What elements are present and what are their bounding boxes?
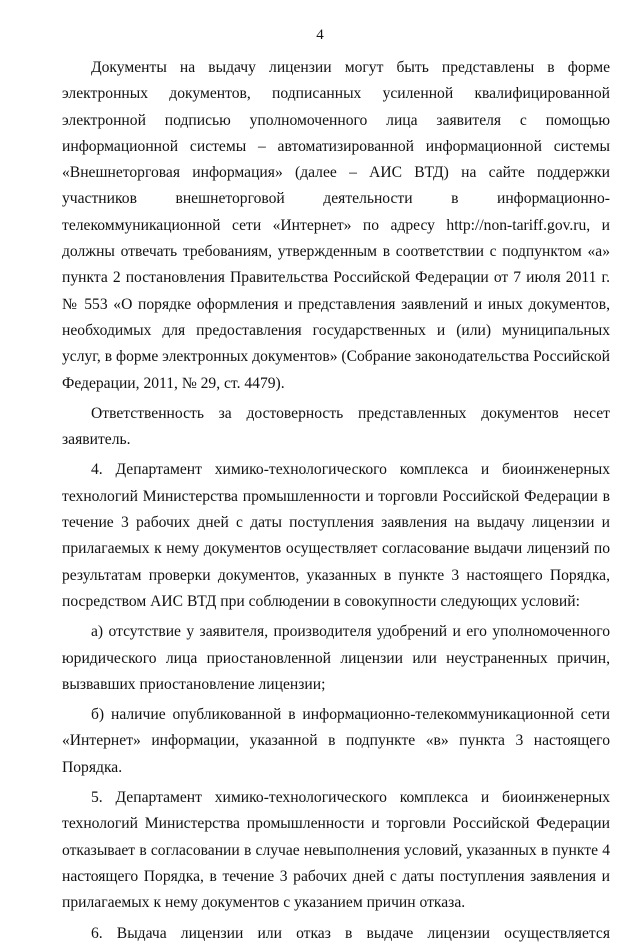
paragraph-item-5: 5. Департамент химико-технологического комплекса и биоинженерных технологий Министерства промышленности и торговли Российской Федерации отказывает в согласовании в случае невыполнения условий, указанных в пункте 4 настоящего Порядка, в течение 3 рабочих дней с даты поступления заявления и прилагаемых к нему документов с указанием причин отказа. (62, 789, 610, 912)
document-body (62, 55, 610, 947)
paragraph-subitem-b: б) наличие опубликованной в информационно-телекоммуникационной сети «Интернет» информации, указанной в подпункте «в» пункта 3 настоящего Порядка. (62, 706, 610, 776)
paragraph-item-6: 6. Выдача лицензии или отказ в выдаче лицензии осуществляется (91, 924, 610, 942)
paragraph-subitem-a: а) отсутствие у заявителя, производителя удобрений и его уполномоченного юридического лица приостановленной лицензии или неустраненных причин, вызвавших приостановление лицензии; (62, 623, 610, 693)
page-number: 4 (316, 27, 324, 43)
paragraph-responsibility: Ответственность за достоверность представленных документов несет заявитель. (62, 404, 610, 449)
paragraph-electronic-documents: Документы на выдачу лицензии могут быть представлены в форме электронных документов, подписанных усиленной квалифицированной электронной подписью уполномоченного лица заявителя с помощью информационной системы – автоматизированной информационной системы «Внешнеторговая информация» (далее – АИС ВТД) на сайте поддержки участников внешнеторговой деятельности в информационно-телекоммуникационной сети «Интернет» по адресу http://non-tariff.gov.ru, и должны отвечать требованиям, утвержденным в соответствии с подпунктом «а» пункта 2 постановления Правительства Российской Федерации от 7 июля 2011 г. № 553 «О порядке оформления и представления заявлений и иных документов, необходимых для предоставления государственных и (или) муниципальных услуг, в форме электронных документов» (Собрание законодательства Российской Федерации, 2011, № 29, ст. 4479). (62, 59, 610, 392)
paragraph-item-4: 4. Департамент химико-технологического комплекса и биоинженерных технологий Министерства промышленности и торговли Российской Федерации в течение 3 рабочих дней с даты поступления заявления на выдачу лицензии и прилагаемых к нему документов осуществляет согласование выдачи лицензий по результатам проверки документов, указанных в пункте 3 настоящего Порядка, посредством АИС ВТД при соблюдении в совокупности следующих условий: (62, 461, 610, 610)
